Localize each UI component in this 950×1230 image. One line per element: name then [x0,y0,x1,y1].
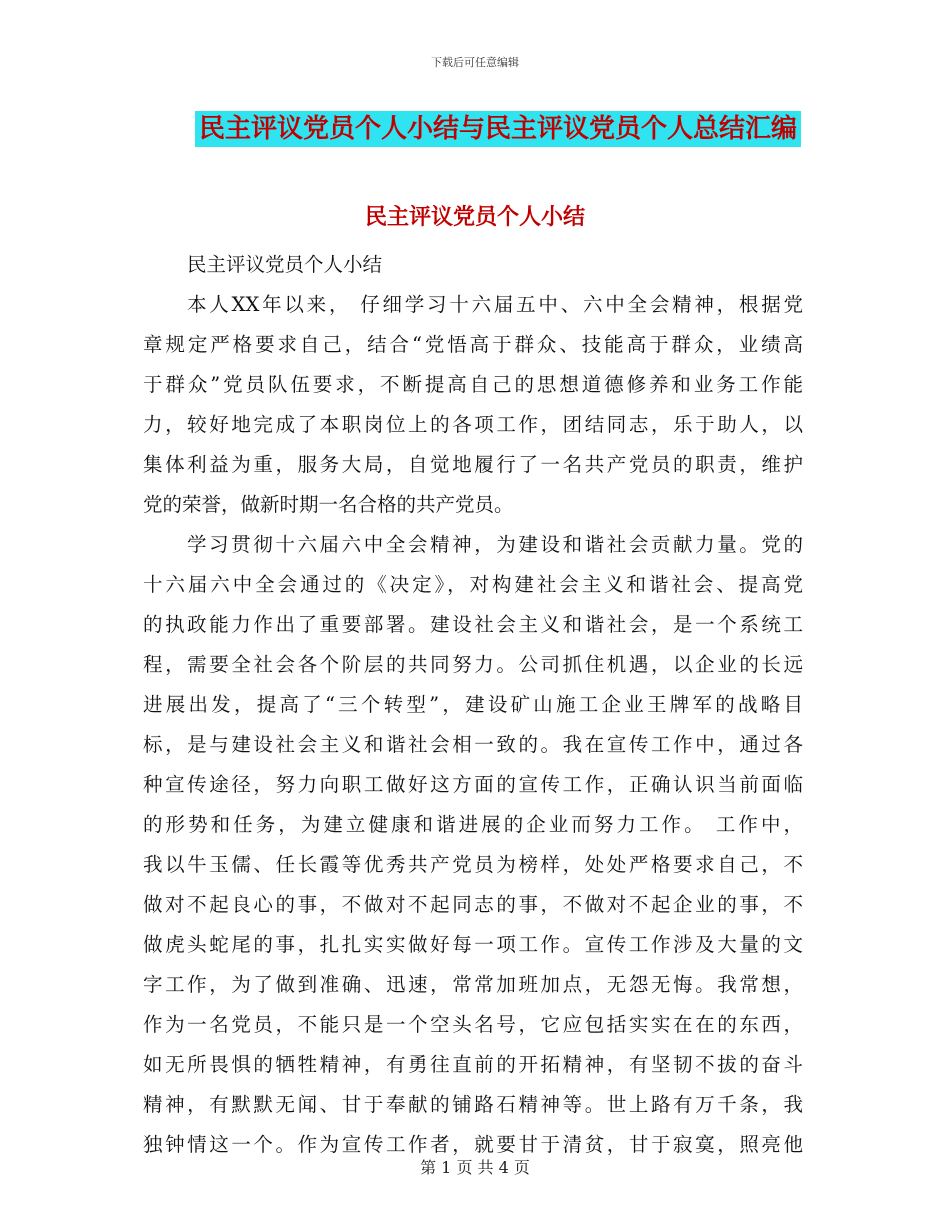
paragraph-line: 如无所畏惧的牺牲精神，有勇往直前的开拓精神，有坚韧不拔的奋斗 [143,1053,803,1076]
paragraph-line: 作为一名党员，不能只是一个空头名号，它应包括实实在在的东西， [143,1013,803,1036]
paragraph-line: 进展出发，提高了“三个转型”，建设矿山施工企业王牌军的战略目 [143,693,803,716]
section-title: 民主评议党员个人小结 [364,205,585,230]
paragraph-line: 力，较好地完成了本职岗位上的各项工作，团结同志，乐于助人，以 [143,413,803,436]
paragraph-line: 集体利益为重，服务大局，自觉地履行了一名共产党员的职责，维护 [143,453,803,476]
paragraph-line: 党的荣誉，做新时期一名合格的共产党员。 [143,493,514,516]
paragraph-line: 我以牛玉儒、任长霞等优秀共产党员为榜样，处处严格要求自己，不 [143,853,803,876]
paragraph-line: 章规定严格要求自己，结合“党悟高于群众、技能高于群众，业绩高 [143,333,803,356]
page-number-footer: 第 1 页 共 4 页 [420,1158,530,1177]
paragraph-line: 独钟情这一个。作为宣传工作者，就要甘于清贫，甘于寂寞，照亮他 [143,1133,803,1156]
paragraph-line: 做对不起良心的事，不做对不起同志的事，不做对不起企业的事，不 [143,893,803,916]
paragraph-line: 做虎头蛇尾的事，扎扎实实做好每一项工作。宣传工作涉及大量的文 [143,933,803,956]
paragraph-line: 标，是与建设社会主义和谐社会相一致的。我在宣传工作中，通过各 [143,733,803,756]
paragraph-line: 本人XX年以来， 仔细学习十六届五中、六中全会精神，根据党 [187,293,803,316]
paragraph-line: 十六届六中全会通过的《决定》，对构建社会主义和谐社会、提高党 [143,573,803,596]
document-main-title: 民主评议党员个人小结与民主评议党员个人总结汇编 [195,111,801,147]
paragraph-line: 学习贯彻十六届六中全会精神，为建设和谐社会贡献力量。党的 [187,533,803,556]
paragraph-line: 于群众”党员队伍要求，不断提高自己的思想道德修养和业务工作能 [143,373,803,396]
paragraph-line: 的执政能力作出了重要部署。建设社会主义和谐社会，是一个系统工 [143,613,803,636]
paragraph-line: 精神，有默默无闻、甘于奉献的铺路石精神等。世上路有万千条，我 [143,1093,803,1116]
paragraph-line: 的形势和任务，为建立健康和谐进展的企业而努力工作。 工作中， [143,813,803,836]
page-header-note: 下载后可任意编辑 [431,56,519,69]
paragraph-line: 字工作，为了做到准确、迅速，常常加班加点，无怨无悔。我常想， [143,973,803,996]
paragraph-line: 种宣传途径，努力向职工做好这方面的宣传工作，正确认识当前面临 [143,773,803,796]
document-body [143,245,803,1165]
paragraph-line: 民主评议党员个人小结 [187,253,383,276]
paragraph-line: 程，需要全社会各个阶层的共同努力。公司抓住机遇，以企业的长远 [143,653,803,676]
